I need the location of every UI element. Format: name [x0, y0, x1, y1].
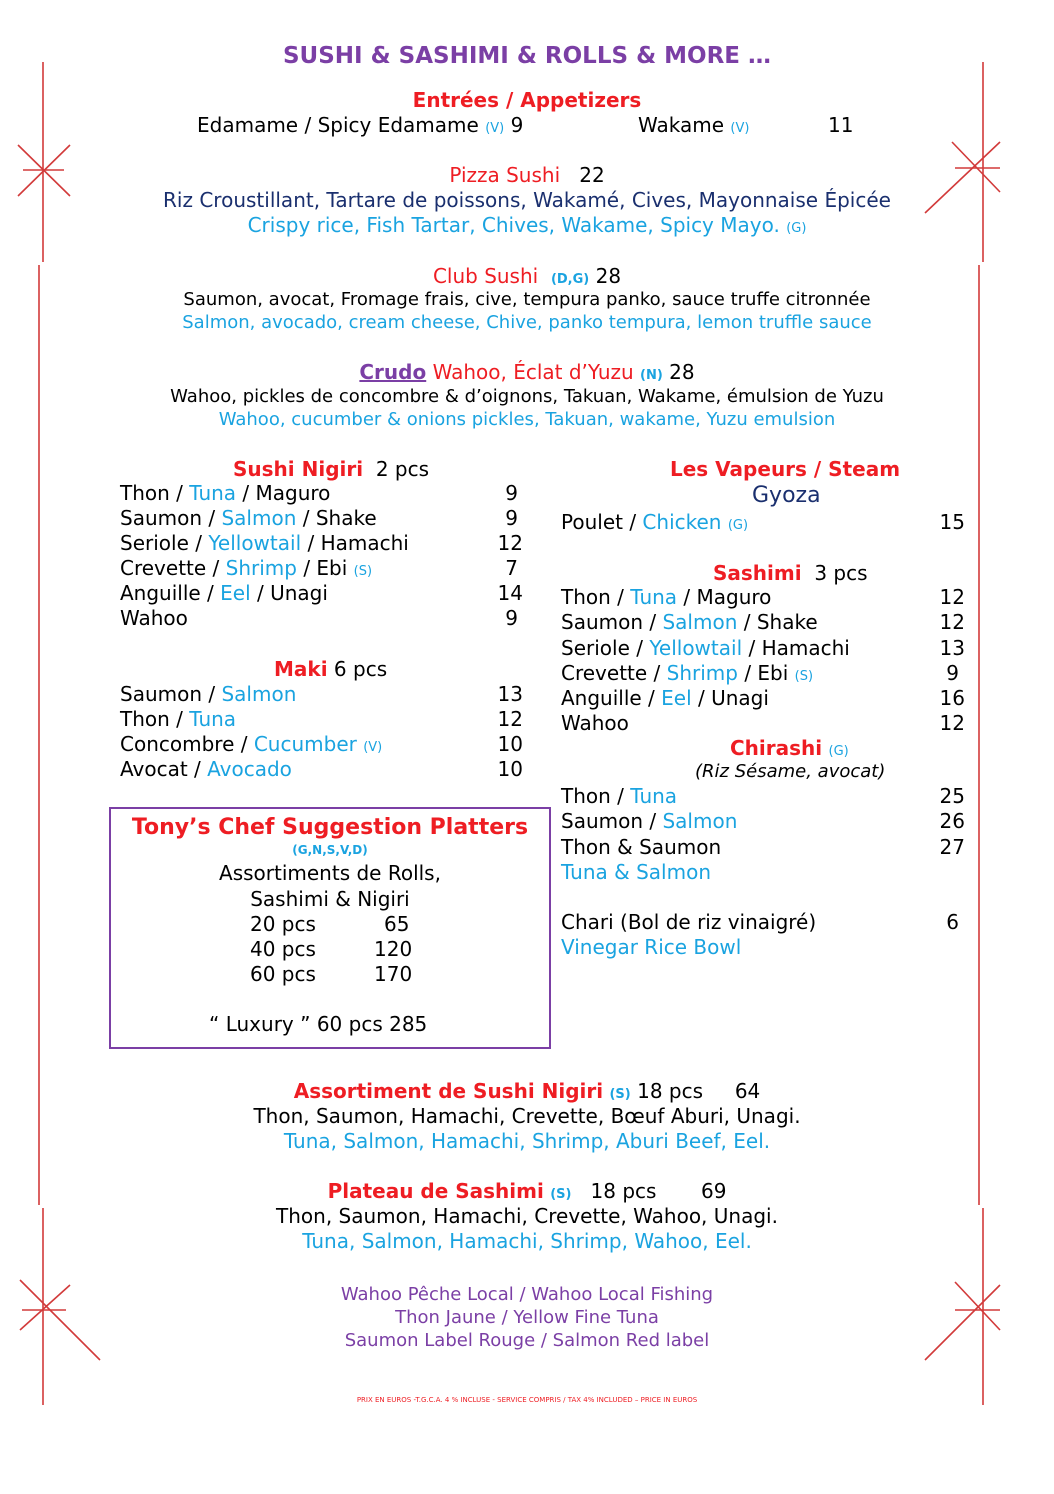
- vegetarian-tag: (V): [485, 121, 505, 136]
- maki-row: Thon / Tuna: [120, 707, 237, 731]
- plateau-desc-fr: Thon, Saumon, Hamachi, Crevette, Wahoo, Unagi.: [276, 1204, 778, 1228]
- page-title: SUSHI & SASHIMI & ROLLS & MORE …: [282, 43, 772, 69]
- sashimi-row: Seriole / Yellowtail / Hamachi: [561, 636, 850, 660]
- platters-luxury: “ Luxury ” 60 pcs 285: [209, 1012, 428, 1036]
- nigiri-price: 12: [497, 531, 523, 555]
- platter-size: 20 pcs: [250, 912, 316, 936]
- maki-row: Avocat / Avocado: [120, 757, 292, 781]
- chirashi-price: 25: [939, 784, 965, 808]
- nigiri-row: Saumon / Salmon / Shake: [120, 506, 377, 530]
- club-sushi-desc-fr: Saumon, avocat, Fromage frais, cive, tempura panko, sauce truffe citronnée: [183, 289, 871, 310]
- platter-price: 170: [374, 962, 413, 986]
- chirashi-price: 26: [939, 809, 965, 833]
- platter-price: 65: [384, 912, 410, 936]
- platter-size: 60 pcs: [250, 962, 316, 986]
- crudo-desc-fr: Wahoo, pickles de concombre & d’oignons, Takuan, Wakame, émulsion de Yuzu: [170, 386, 884, 407]
- platters-title: Tony’s Chef Suggestion Platters: [131, 815, 529, 840]
- sashimi-heading: Sashimi 3 pcs: [713, 561, 868, 585]
- origin-salmon: Saumon Label Rouge / Salmon Red label: [344, 1330, 710, 1351]
- sashimi-price: 12: [939, 711, 965, 735]
- platter-size: 40 pcs: [250, 937, 316, 961]
- nigiri-price: 9: [505, 506, 518, 530]
- entrees-wakame: Wakame (V): [638, 113, 750, 137]
- sashimi-row: Saumon / Salmon / Shake: [561, 610, 818, 634]
- maki-price: 13: [497, 682, 523, 706]
- plateau-desc-en: Tuna, Salmon, Hamachi, Shrimp, Wahoo, Eel.: [302, 1229, 752, 1253]
- gyoza-heading: Gyoza: [752, 483, 821, 508]
- chari-row: Chari (Bol de riz vinaigré): [561, 910, 817, 934]
- nigiri-row: Seriole / Yellowtail / Hamachi: [120, 531, 409, 555]
- pizza-sushi-desc-fr: Riz Croustillant, Tartare de poissons, Wakamé, Cives, Mayonnaise Épicée: [163, 188, 891, 212]
- chirashi-row: Thon & Saumon: [561, 835, 722, 859]
- chirashi-row: Thon / Tuna: [561, 784, 678, 808]
- steam-heading: Les Vapeurs / Steam: [670, 457, 901, 481]
- maki-row: Concombre / Cucumber (V): [120, 732, 383, 756]
- crudo-title: Crudo Wahoo, Éclat d’Yuzu (N) 28: [359, 360, 695, 384]
- chirashi-heading: Chirashi (G): [730, 736, 849, 760]
- maki-row: Saumon / Salmon: [120, 682, 297, 706]
- nigiri-row: Thon / Tuna / Maguro: [120, 481, 331, 505]
- entrees-heading: Entrées / Appetizers: [412, 88, 642, 112]
- nigiri-price: 9: [505, 606, 518, 630]
- club-sushi-title: Club Sushi (D,G) 28: [432, 264, 622, 288]
- chirashi-extra-en: Tuna & Salmon: [561, 860, 711, 884]
- entrees-wakame-price: 11: [828, 113, 854, 137]
- sashimi-price: 9: [946, 661, 959, 685]
- plateau-title: Plateau de Sashimi (S) 18 pcs 69: [327, 1179, 727, 1203]
- platters-line2: Sashimi & Nigiri: [250, 887, 410, 911]
- chirashi-note: (Riz Sésame, avocat): [695, 761, 886, 782]
- origin-wahoo: Wahoo Pêche Local / Wahoo Local Fishing: [340, 1284, 714, 1305]
- chirashi-row: Saumon / Salmon: [561, 809, 738, 833]
- chirashi-price: 27: [939, 835, 965, 859]
- nigiri-price: 7: [505, 556, 518, 580]
- chari-price: 6: [946, 910, 959, 934]
- sashimi-row: Anguille / Eel / Unagi: [561, 686, 769, 710]
- assortiment-desc-en: Tuna, Salmon, Hamachi, Shrimp, Aburi Beef, Eel.: [283, 1129, 771, 1153]
- sashimi-price: 12: [939, 610, 965, 634]
- gyoza-price: 15: [939, 510, 965, 534]
- entrees-edamame: Edamame / Spicy Edamame (V) 9: [197, 113, 524, 137]
- nigiri-price: 9: [505, 481, 518, 505]
- crudo-desc-en: Wahoo, cucumber & onions pickles, Takuan, wakame, Yuzu emulsion: [218, 409, 836, 430]
- sashimi-row: Wahoo: [561, 711, 629, 735]
- chari-en: Vinegar Rice Bowl: [561, 935, 742, 959]
- vegetarian-tag: (V): [730, 121, 750, 136]
- nigiri-row: Wahoo: [120, 606, 188, 630]
- maki-price: 10: [497, 757, 523, 781]
- maki-heading: Maki 6 pcs: [274, 657, 388, 681]
- platters-tags: (G,N,S,V,D): [292, 843, 368, 857]
- sashimi-price: 13: [939, 636, 965, 660]
- maki-price: 10: [497, 732, 523, 756]
- origin-tuna: Thon Jaune / Yellow Fine Tuna: [395, 1307, 659, 1328]
- sashimi-price: 12: [939, 585, 965, 609]
- price-footer: PRIX EN EUROS -T.G.C.A. 4 % INCLUSE - SERVICE COMPRIS / TAX 4% INCLUDED – PRICE IN EUROS: [356, 1396, 698, 1404]
- assortiment-title: Assortiment de Sushi Nigiri (S) 18 pcs 64: [293, 1079, 761, 1103]
- pizza-sushi-title: Pizza Sushi 22: [449, 163, 605, 187]
- club-sushi-desc-en: Salmon, avocado, cream cheese, Chive, panko tempura, lemon truffle sauce: [182, 312, 872, 333]
- sashimi-row: Thon / Tuna / Maguro: [561, 585, 772, 609]
- nigiri-price: 14: [497, 581, 523, 605]
- sashimi-row: Crevette / Shrimp / Ebi (S): [561, 661, 814, 685]
- nigiri-heading: Sushi Nigiri 2 pcs: [233, 457, 430, 481]
- pizza-sushi-desc-en: Crispy rice, Fish Tartar, Chives, Wakame, Spicy Mayo. (G): [247, 213, 807, 237]
- sashimi-price: 16: [939, 686, 965, 710]
- platter-price: 120: [374, 937, 413, 961]
- gyoza-row: Poulet / Chicken (G): [561, 510, 749, 534]
- platters-line1: Assortiments de Rolls,: [219, 861, 441, 885]
- assortiment-desc-fr: Thon, Saumon, Hamachi, Crevette, Bœuf Aburi, Unagi.: [253, 1104, 801, 1128]
- nigiri-row: Anguille / Eel / Unagi: [120, 581, 328, 605]
- maki-price: 12: [497, 707, 523, 731]
- nigiri-row: Crevette / Shrimp / Ebi (S): [120, 556, 373, 580]
